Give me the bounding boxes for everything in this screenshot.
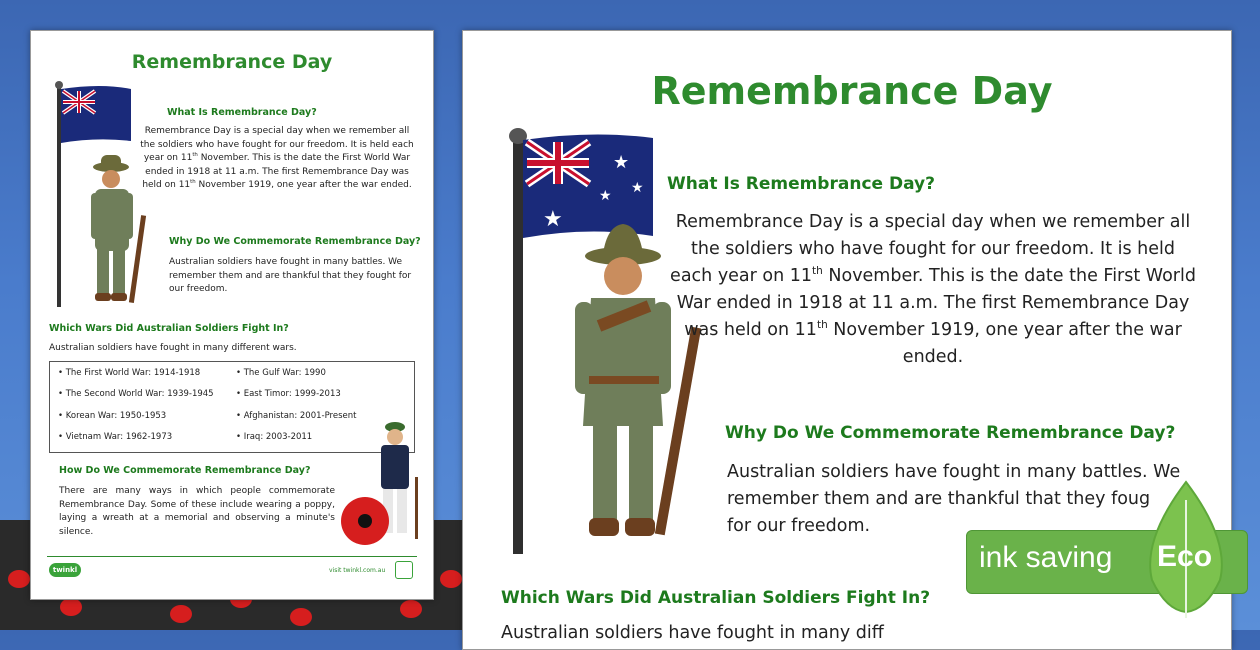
list-item: • Iraq: 2003-2011: [236, 431, 313, 442]
list-item: • Afghanistan: 2001-Present: [236, 410, 357, 421]
list-item: • East Timor: 1999-2013: [236, 389, 341, 400]
list-item: • The First World War: 1914-1918: [58, 368, 201, 378]
what-paragraph: Remembrance Day is a special day when we remember all the soldiers who have fought for our freedom. It is held each year on 11th November. This is the date the First World War ended in 1918 at 11 a.m. The first Remembrance Day was held on 11th November 1919, one year after the war ended.: [140, 126, 414, 190]
why-paragraph-large: Australian soldiers have fought in many battles. We remember them and are thankful that they foug for our freedom.: [727, 462, 1181, 536]
wars-intro: Australian soldiers have fought in many different wars.: [49, 343, 297, 353]
poppy-icon: [400, 600, 422, 618]
soldier-flag-illustration: [51, 81, 161, 311]
ink-saving-label: ink saving: [979, 541, 1113, 574]
footer-url: visit twinkl.com.au: [329, 567, 386, 574]
wars-heading-large: Which Wars Did Australian Soldiers Fight In?: [501, 588, 931, 608]
page-title-large: Remembrance Day: [651, 69, 1053, 113]
why-heading: Why Do We Commemorate Remembrance Day?: [169, 236, 421, 247]
wars-heading: Which Wars Did Australian Soldiers Fight In?: [49, 323, 289, 334]
poppy-icon: [440, 570, 462, 588]
how-paragraph: There are many ways in which people commemorate Remembrance Day. Some of these include wearing a poppy, laying a wreath at a memorial and observing a minute's silence.: [59, 486, 335, 537]
worksheet-thumbnail: [30, 30, 434, 600]
list-item: • The Gulf War: 1990: [236, 368, 326, 378]
list-item: • Vietnam War: 1962-1973: [58, 431, 173, 442]
svg-text:★: ★: [599, 188, 612, 204]
poppy-icon: [170, 605, 192, 623]
why-paragraph: Australian soldiers have fought in many battles. We remember them and are thankful that they fought for our freedom.: [169, 257, 412, 294]
quality-badge-icon: [395, 561, 413, 579]
what-heading-large: What Is Remembrance Day?: [667, 174, 935, 194]
veteran-poppy-illustration: [337, 417, 429, 551]
twinkl-logo: twinkl: [49, 563, 81, 577]
why-heading-large: Why Do We Commemorate Remembrance Day?: [725, 423, 1176, 443]
list-item: • The Second World War: 1939-1945: [58, 389, 214, 400]
what-heading: What Is Remembrance Day?: [167, 107, 317, 118]
footer-divider: [47, 556, 417, 557]
what-paragraph-large: Remembrance Day is a special day when we remember all the soldiers who have fought for our freedom. It is held each year on 11th November. This is the date the First World War ended in 1918 at 11 a.m. The first Remembrance Day was held on 11th November 1919, one year after the war ended.: [670, 212, 1196, 367]
svg-text:★: ★: [543, 207, 563, 232]
poppy-icon: [8, 570, 30, 588]
wars-intro-large: Australian soldiers have fought in many diff: [501, 623, 884, 643]
poppy-icon: [60, 598, 82, 616]
poppy-icon: [290, 608, 312, 626]
svg-text:★: ★: [631, 180, 644, 196]
list-item: • Korean War: 1950-1953: [58, 410, 167, 421]
how-heading: How Do We Commemorate Remembrance Day?: [59, 465, 311, 476]
page-title: Remembrance Day: [131, 51, 333, 73]
svg-text:★: ★: [613, 152, 630, 173]
eco-label: Eco: [1157, 540, 1213, 573]
